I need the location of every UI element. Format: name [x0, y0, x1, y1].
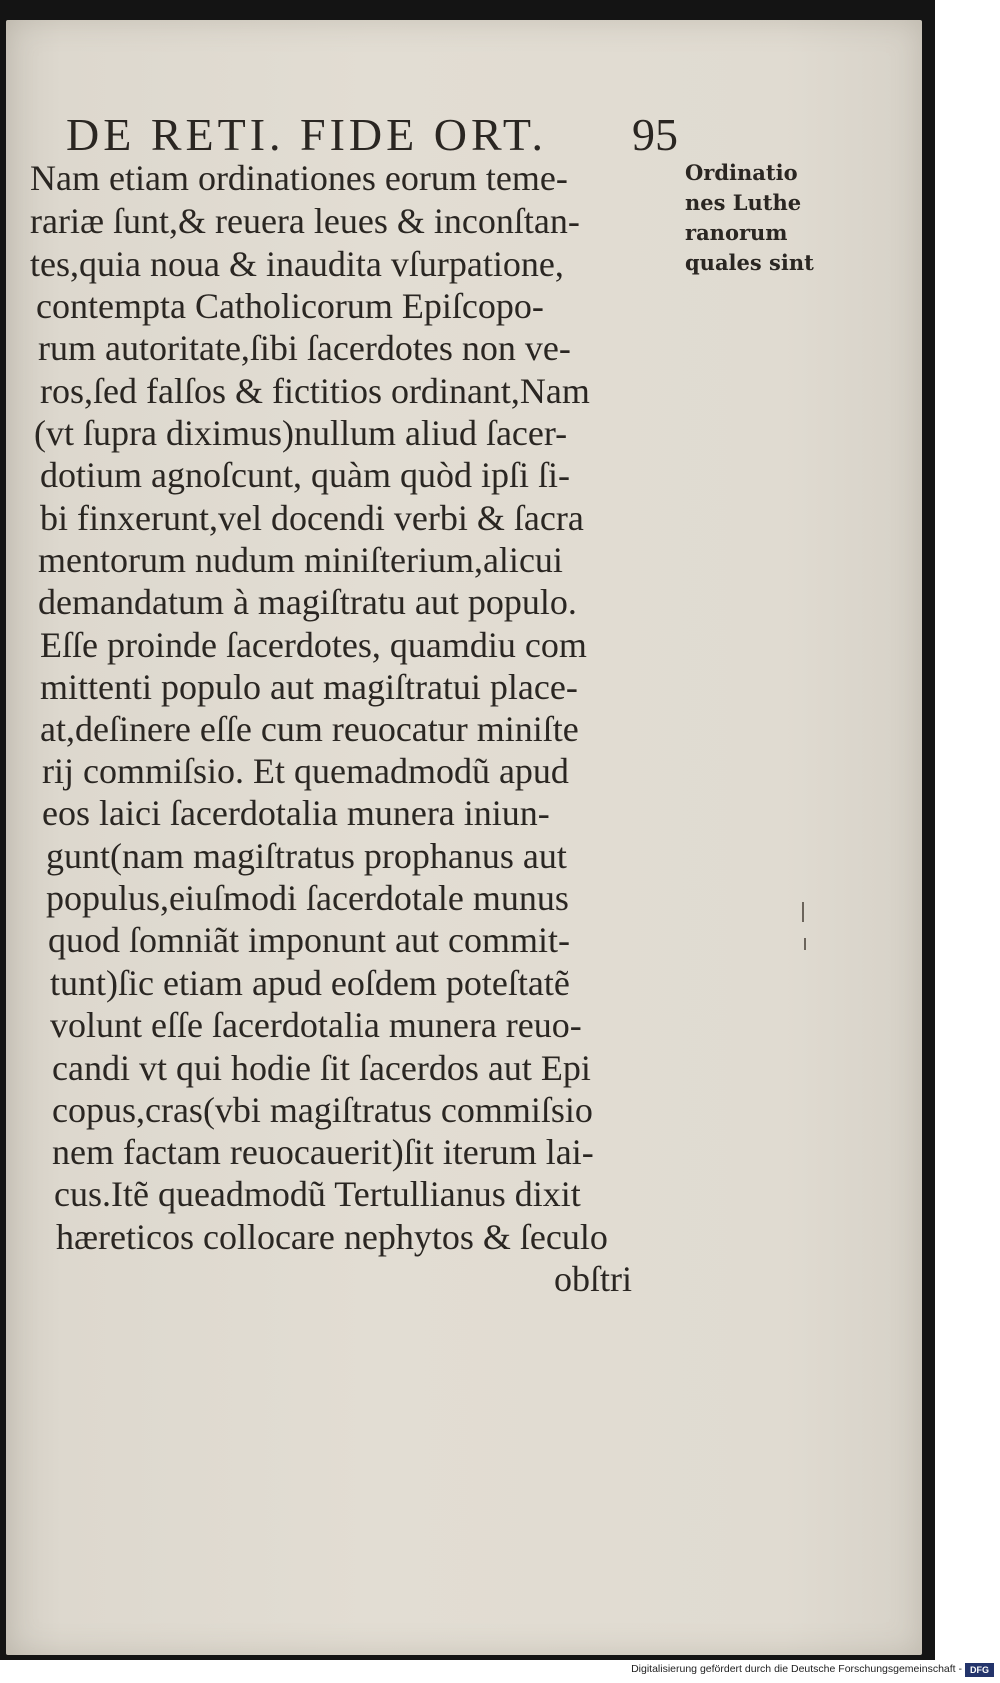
margin-note	[685, 158, 845, 278]
margin-note-line: Ordinatio	[685, 160, 798, 185]
stray-ink-mark	[804, 938, 806, 950]
text-line: (vt ſupra diximus)nullum aliud ſacer-	[34, 413, 568, 453]
text-line: Eſſe proinde ſacerdotes, quamdiu com	[40, 625, 587, 665]
text-line: cus.Itẽ queadmodũ Tertullianus dixit	[54, 1174, 581, 1214]
text-line: populus,eiuſmodi ſacerdotale munus	[46, 878, 569, 918]
text-line: bi finxerunt,vel docendi verbi & ſacra	[40, 498, 584, 538]
text-line: ros,ſed falſos & fictitios ordinant,Nam	[40, 371, 590, 411]
margin-note-line: nes Luthe	[685, 190, 802, 215]
text-line: obſtri	[554, 1259, 632, 1299]
text-line: demandatum à magiſtratu aut populo.	[38, 582, 577, 622]
stray-ink-mark	[802, 902, 804, 922]
margin-note-line: ranorum	[685, 220, 788, 245]
dfg-logo: DFG	[965, 1663, 994, 1677]
text-line: Nam etiam ordinationes eorum teme-	[30, 158, 568, 198]
text-line: candi vt qui hodie ſit ſacerdos aut Epi	[52, 1048, 591, 1088]
funding-credit: Digitalisierung gefördert durch die Deutsche Forschungsgemeinschaft -	[631, 1663, 962, 1675]
text-line: mentorum nudum miniſterium,alicui	[38, 540, 563, 580]
text-line: eos laici ſacerdotalia munera iniun-	[42, 793, 550, 833]
margin-note-line: quales sint	[685, 250, 814, 275]
page-number: 95	[632, 109, 678, 160]
digitization-footer	[0, 1660, 1000, 1683]
text-line: volunt eſſe ſacerdotalia munera reuo-	[50, 1005, 582, 1045]
running-head-title: DE RETI. FIDE ORT.	[66, 109, 548, 160]
text-line: quod ſomniãt imponunt aut commit-	[48, 920, 570, 960]
text-line: contempta Catholicorum Epiſcopo-	[36, 286, 544, 326]
text-line: rij commiſsio. Et quemadmodũ apud	[42, 751, 569, 791]
text-line: nem factam reuocauerit)ſit iterum lai-	[52, 1132, 594, 1172]
text-line: hæreticos collocare nephytos & ſeculo	[56, 1217, 608, 1257]
text-line: rariæ ſunt,& reuera leues & inconſtan-	[30, 201, 580, 241]
text-line: gunt(nam magiſtratus prophanus aut	[46, 836, 567, 876]
text-line: tunt)ſic etiam apud eoſdem poteſtatẽ	[50, 963, 570, 1003]
text-line: dotium agnoſcunt, quàm quòd ipſi ſi-	[40, 455, 570, 495]
text-line: copus,cras(vbi magiſtratus commiſsio	[52, 1090, 593, 1130]
text-line: rum autoritate,ſibi ſacerdotes non ve-	[38, 328, 571, 368]
text-line: mittenti populo aut magiſtratui place-	[40, 667, 578, 707]
main-text-block	[30, 0, 730, 1600]
text-line: at,deſinere eſſe cum reuocatur miniſte	[40, 709, 579, 749]
text-line: tes,quia noua & inaudita vſurpatione,	[30, 244, 564, 284]
